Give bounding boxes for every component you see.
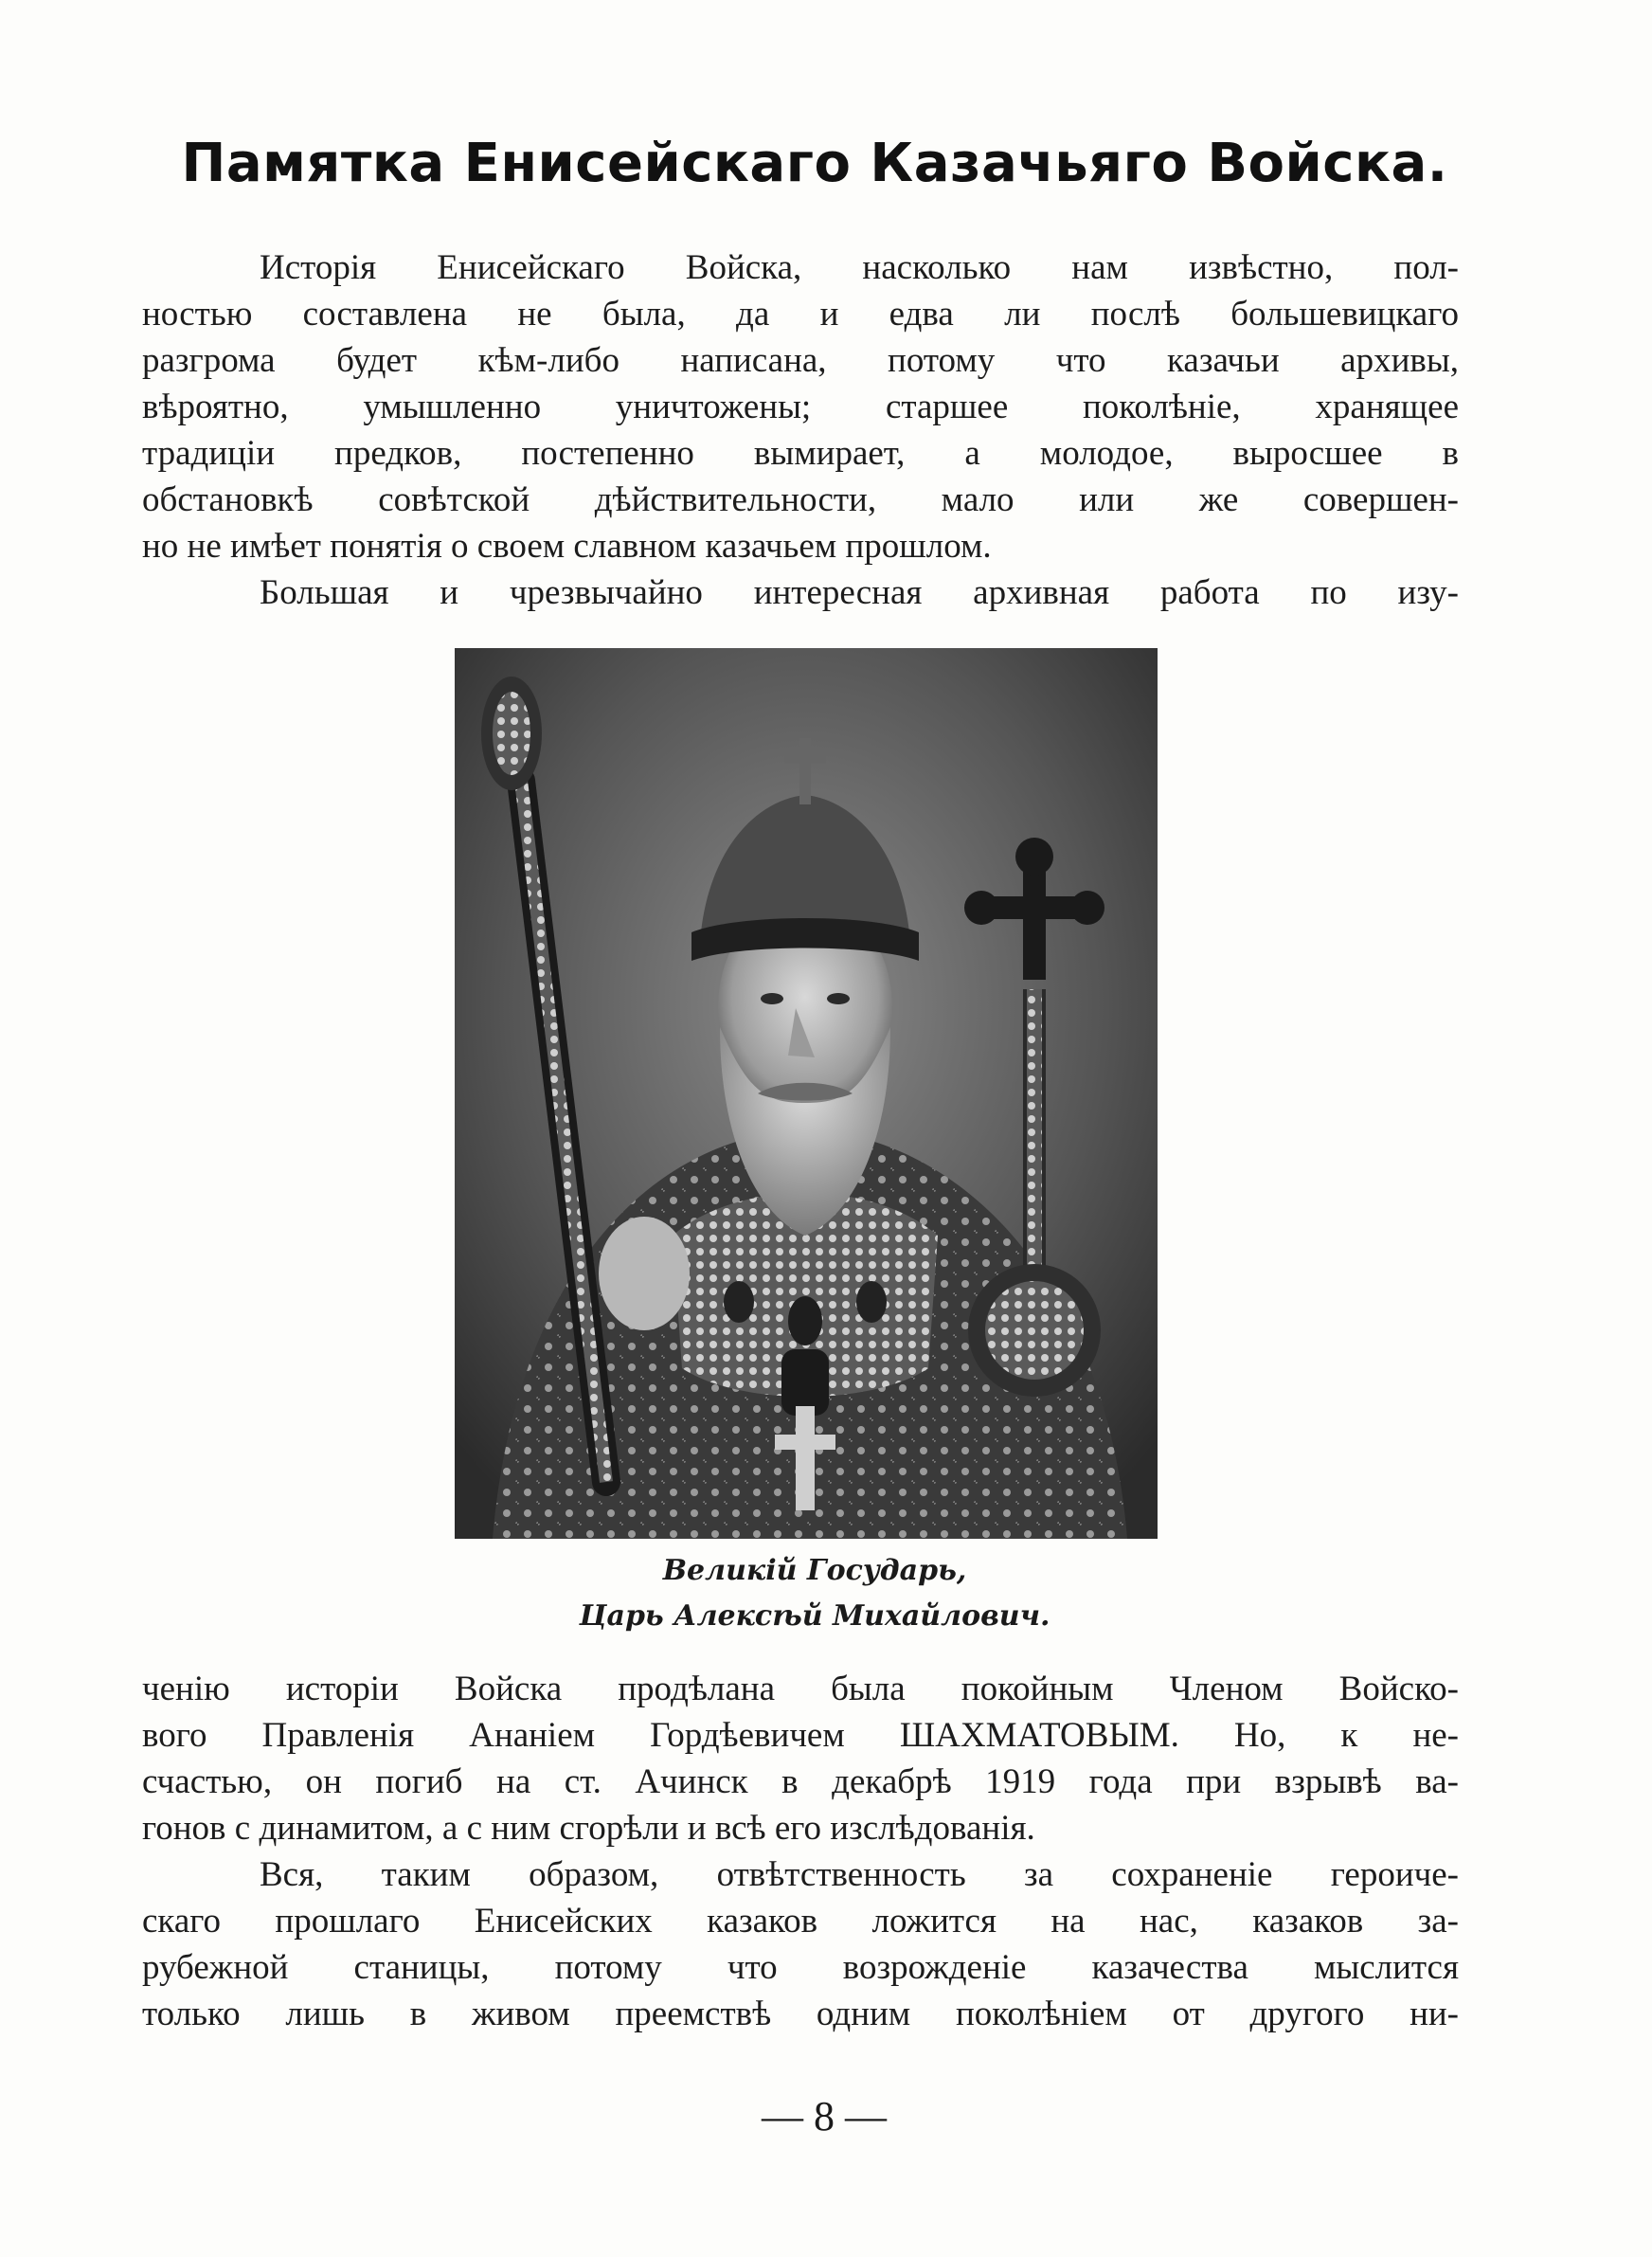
text-line: традиціи предков, постепенно вымирает, а молодое, выросшее в bbox=[142, 434, 1459, 473]
text-line: обстановкѣ совѣтской дѣйствительности, мало или же совершен- bbox=[142, 480, 1459, 519]
text-block-bottom bbox=[142, 1666, 1459, 2037]
text-line: Большая и чрезвычайно интересная архивная работа по изу- bbox=[260, 573, 1459, 612]
text-line: рубежной станицы, потому что возрожденіе казачества мыслится bbox=[142, 1948, 1459, 1987]
page-title: Памятка Енисейскаго Казачьяго Войска. bbox=[181, 133, 1448, 194]
text-line: Исторія Енисейскаго Войска, насколько нам извѣстно, пол- bbox=[260, 248, 1459, 287]
text-line: скаго прошлаго Енисейских казаков ложится на нас, казаков за- bbox=[142, 1902, 1459, 1941]
text-line: вѣроятно, умышленно уничтожены; старшее поколѣніе, хранящее bbox=[142, 388, 1459, 426]
text-block-top bbox=[142, 244, 1459, 616]
text-line: ностью составлена не была, да и едва ли послѣ большевицкаго bbox=[142, 295, 1459, 334]
text-line: только лишь в живом преемствѣ одним поколѣніем от другого ни- bbox=[142, 1995, 1459, 2033]
portrait-caption-line-1: Великій Государь, bbox=[662, 1554, 967, 1587]
portrait-image bbox=[455, 648, 1158, 1539]
text-line: разгрома будет кѣм-либо написана, потому что казачьи архивы, bbox=[142, 341, 1459, 380]
text-line: гонов с динамитом, а с ним сгорѣли и всѣ его изслѣдованія. bbox=[142, 1809, 1035, 1848]
portrait-caption-line-2: Царь Алексѣй Михайлович. bbox=[579, 1599, 1050, 1633]
text-line: счастью, он погиб на ст. Ачинск в декабрѣ 1919 года при взрывѣ ва- bbox=[142, 1762, 1459, 1801]
text-line: Вся, таким образом, отвѣтственность за сохраненіе героиче- bbox=[260, 1855, 1459, 1894]
page-number: — 8 — bbox=[762, 2093, 887, 2140]
text-line: ченію исторіи Войска продѣлана была покойным Членом Войско- bbox=[142, 1670, 1459, 1708]
text-line: но не имѣет понятія о своем славном казачьем прошлом. bbox=[142, 527, 992, 566]
text-line: вого Правленія Ананіем Гордѣевичем ШАХМАТОВЫМ. Но, к не- bbox=[142, 1716, 1459, 1755]
